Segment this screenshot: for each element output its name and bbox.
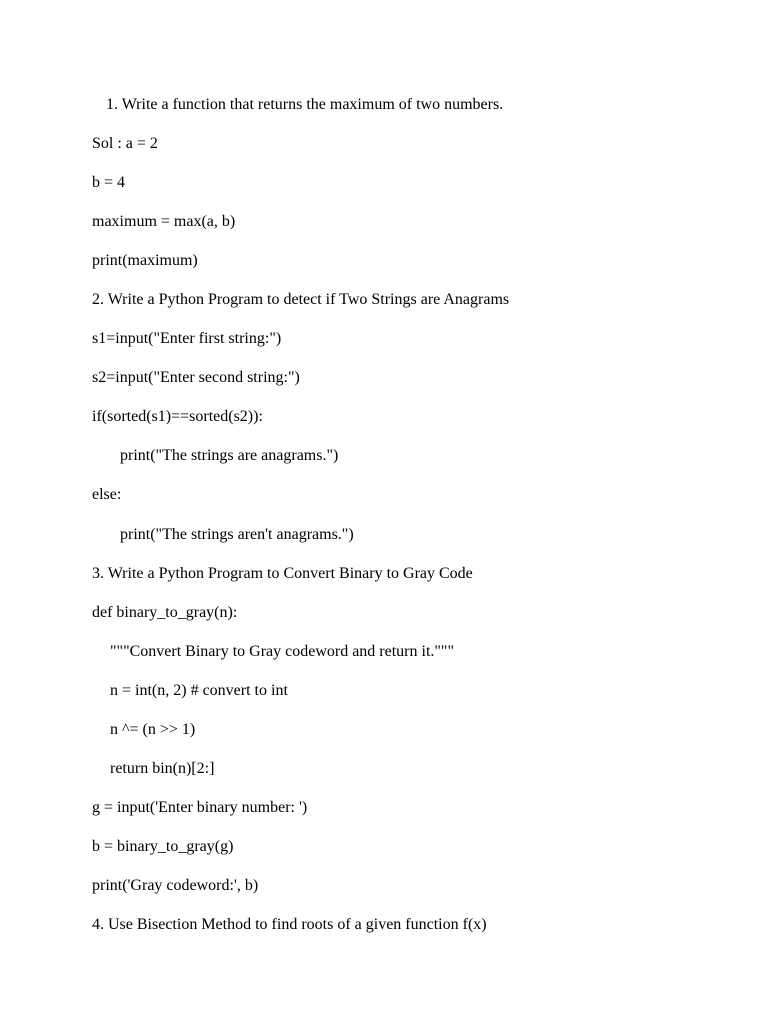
question-3-heading: 3. Write a Python Program to Convert Binary to Gray Code [92,565,473,582]
code-line: return bin(n)[2:] [110,760,215,777]
code-line: s1=input("Enter first string:") [92,330,282,347]
code-line: print('Gray codeword:', b) [92,877,259,894]
code-line: Sol : a = 2 [92,135,158,152]
code-line: g = input('Enter binary number: ') [92,799,308,816]
question-4-heading: 4. Use Bisection Method to find roots of a given function f(x) [92,916,487,933]
code-line: """Convert Binary to Gray codeword and return it.""" [110,643,454,660]
code-line: print("The strings are anagrams.") [120,447,339,464]
code-line: b = 4 [92,174,126,191]
code-line: def binary_to_gray(n): [92,604,238,621]
code-line: else: [92,486,122,503]
question-2-heading: 2. Write a Python Program to detect if Two Strings are Anagrams [92,291,510,308]
code-line: n = int(n, 2) # convert to int [110,682,288,699]
code-line: print("The strings aren't anagrams.") [120,526,354,543]
code-line: maximum = max(a, b) [92,213,236,230]
code-line: b = binary_to_gray(g) [92,838,234,855]
code-line: n ^= (n >> 1) [110,721,196,738]
code-line: print(maximum) [92,252,198,269]
question-1-heading: 1. Write a function that returns the maximum of two numbers. [106,96,504,113]
code-line: s2=input("Enter second string:") [92,369,300,386]
code-line: if(sorted(s1)==sorted(s2)): [92,408,263,425]
